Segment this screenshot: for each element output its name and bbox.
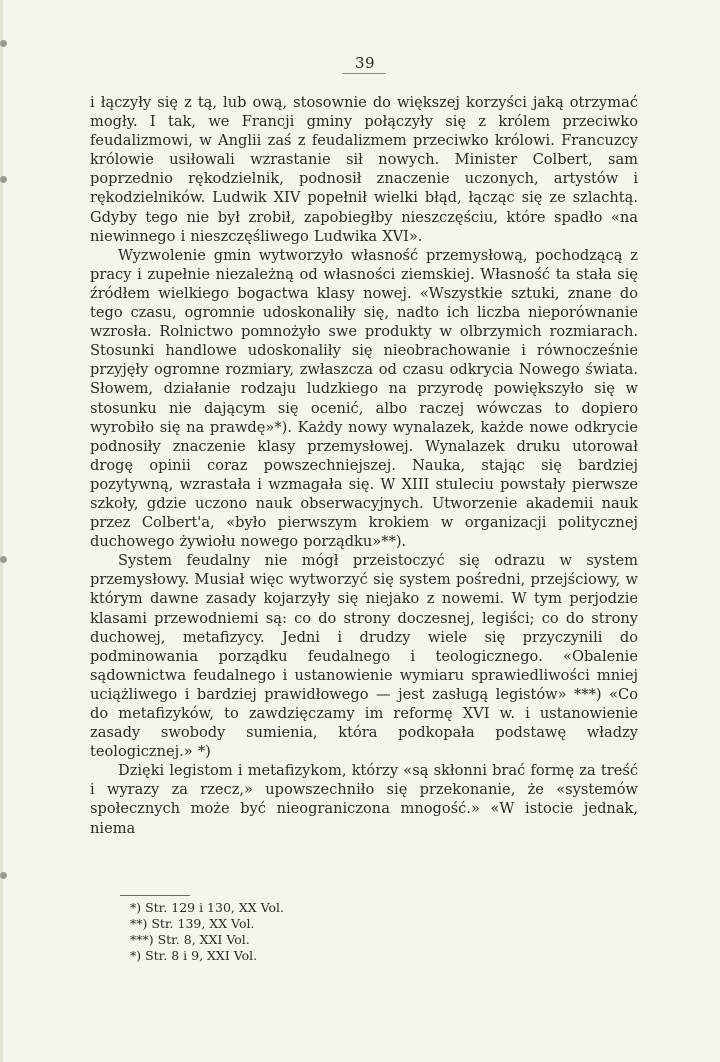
footnote-rule	[120, 895, 190, 896]
footnote: **) Str. 139, XX Vol.	[130, 916, 255, 931]
margin-mark	[0, 176, 7, 183]
paragraph: System feudalny nie mógł przeistoczyć się odrazu w system przemysłowy. Musiał więc wytworzyć się system pośredni, przejściowy, w którym dawne zasady kojarzyły się niejako z nowemi. W tym perjodzie klasami przewodniemi są: co do strony doczesnej, legiści; co do strony duchowej, metafizycy. Jedni i drudzy wiele się przyczynili do podminowania porządku feudalnego i teologicznego. «Obalenie sądownictwa feudalnego i ustanowienie wymiaru sprawiedliwości mniej uciążliwego i bardziej prawidłowego — jest zasługą legistów» ***) «Co do metafizyków, to zawdzięczamy im reformę XVI w. i ustanowienie zasady swobody sumienia, która podkopała podstawę władzy teologicznej.» *)	[90, 552, 638, 761]
page-number: 39	[354, 54, 376, 72]
footnote: ***) Str. 8, XXI Vol.	[130, 932, 250, 947]
paragraph: Dzięki legistom i metafizykom, którzy «są skłonni brać formę za treść i wyrazy za rzecz,» upowszechniło się przekonanie, że «systemów społecznych może być nieograniczona mnogość.» «W istocie jednak, niema	[90, 762, 638, 837]
margin-mark	[0, 40, 7, 47]
body-text	[90, 93, 638, 838]
page-number-rule	[342, 73, 386, 74]
footnote: *) Str. 8 i 9, XXI Vol.	[130, 948, 258, 963]
page-edge	[0, 0, 3, 1062]
paragraph: i łączyły się z tą, lub ową, stosownie do większej korzyści jaką otrzymać mogły. I tak, we Francji gminy połączyły się z królem przeciwko feudalizmowi, w Anglii zaś z feudalizmem przeciwko królowi. Francuzcy królowie usiłowali wzrastanie sił nowych. Minister Colbert, sam poprzednio rękodzielnik, podnosił znaczenie uczonych, artystów i rękodzielników. Ludwik XIV popełnił wielki błąd, łącząc się ze szlachtą. Gdyby tego nie był zrobił, zapobiegłby nieszczęściu, które spadło «na niewinnego i nieszczęśliwego Ludwika XVI».	[90, 94, 638, 245]
margin-mark	[0, 556, 7, 563]
footnotes	[130, 900, 430, 964]
margin-mark	[0, 872, 7, 879]
paragraph: Wyzwolenie gmin wytworzyło własność przemysłową, pochodzącą z pracy i zupełnie niezależną od własności ziemskiej. Własność ta stała się źródłem wielkiego bogactwa klasy nowej. «Wszystkie sztuki, znane do tego czasu, ogromnie udoskonaliły się, nadto ich liczba nieporównanie wzrosła. Rolnictwo pomnożyło swe produkty w olbrzymich rozmiarach. Stosunki handlowe udoskonaliły się nieobrachowanie i równocześnie przyjęły ogromne rozmiary, zwłaszcza od czasu odkrycia Nowego świata. Słowem, działanie rodzaju ludzkiego na przyrodę powiększyło się w stosunku nie dającym się ocenić, albo raczej wówczas to dopiero wyrobiło się na prawdę»*). Każdy nowy wynalazek, każde nowe odkrycie podnosiły znaczenie klasy przemysłowej. Wynalazek druku utorował drogę opinii coraz powszechniejszej. Nauka, stając się bardziej pozytywną, wzrastała i wzmagała się. W XIII stuleciu powstały pierwsze szkoły, gdzie uczono nauk obserwacyjnych. Utworzenie akademii nauk przez Colbert'a, «było pierwszym krokiem w organizacji politycznej duchowego żywiołu nowego porządku»**).	[90, 246, 638, 551]
footnote: *) Str. 129 i 130, XX Vol.	[130, 900, 284, 915]
